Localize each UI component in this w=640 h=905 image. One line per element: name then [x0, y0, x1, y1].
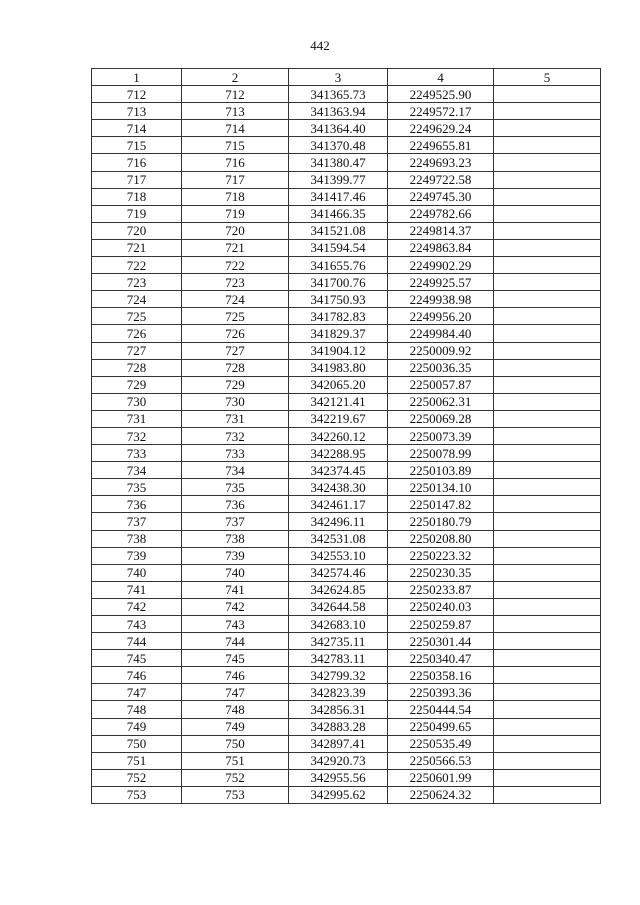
- table-row: [92, 171, 601, 188]
- table-cell: 2250062.31: [388, 393, 494, 410]
- table-cell: 725: [182, 308, 289, 325]
- table-cell: 737: [182, 513, 289, 530]
- table-cell: 730: [92, 393, 182, 410]
- table-row: [92, 616, 601, 633]
- table-cell: 342374.45: [289, 462, 388, 479]
- table-cell: 2249655.81: [388, 137, 494, 154]
- table-cell: 722: [92, 257, 182, 274]
- table-cell: 735: [182, 479, 289, 496]
- table-cell: 2249814.37: [388, 222, 494, 239]
- table-cell: [494, 547, 601, 564]
- table-cell: 2250036.35: [388, 359, 494, 376]
- table-cell: 341904.12: [289, 342, 388, 359]
- table-row: [92, 120, 601, 137]
- table-cell: 341750.93: [289, 291, 388, 308]
- table-row: [92, 496, 601, 513]
- column-header: 2: [182, 69, 289, 86]
- table-cell: [494, 86, 601, 103]
- table-row: [92, 701, 601, 718]
- table-cell: 2250073.39: [388, 427, 494, 444]
- table-row: [92, 103, 601, 120]
- table-cell: 740: [182, 564, 289, 581]
- table-cell: 2250009.92: [388, 342, 494, 359]
- table-row: [92, 786, 601, 803]
- table-cell: 2249863.84: [388, 239, 494, 256]
- table-body: [92, 86, 601, 804]
- table-row: [92, 581, 601, 598]
- table-cell: [494, 308, 601, 325]
- table-cell: 718: [182, 188, 289, 205]
- table-cell: 341417.46: [289, 188, 388, 205]
- table-row: [92, 718, 601, 735]
- table-cell: [494, 257, 601, 274]
- table-row: [92, 376, 601, 393]
- table-cell: 724: [182, 291, 289, 308]
- table-cell: 736: [92, 496, 182, 513]
- table-cell: 2250566.53: [388, 752, 494, 769]
- table-cell: [494, 188, 601, 205]
- table-cell: [494, 120, 601, 137]
- table-row: [92, 752, 601, 769]
- table-cell: 342461.17: [289, 496, 388, 513]
- table-cell: 2249902.29: [388, 257, 494, 274]
- table-cell: 715: [182, 137, 289, 154]
- table-cell: [494, 530, 601, 547]
- table-cell: [494, 718, 601, 735]
- table-cell: 749: [182, 718, 289, 735]
- table-cell: 732: [92, 427, 182, 444]
- table-cell: 2249525.90: [388, 86, 494, 103]
- table-cell: [494, 427, 601, 444]
- table-cell: 342219.67: [289, 410, 388, 427]
- table-cell: 728: [92, 359, 182, 376]
- table-cell: 2250444.54: [388, 701, 494, 718]
- table-cell: [494, 462, 601, 479]
- table-cell: 341594.54: [289, 239, 388, 256]
- table-cell: 741: [92, 581, 182, 598]
- table-cell: 730: [182, 393, 289, 410]
- table-cell: 713: [182, 103, 289, 120]
- table-cell: 341466.35: [289, 205, 388, 222]
- table-cell: [494, 581, 601, 598]
- table-cell: 752: [92, 769, 182, 786]
- table-cell: [494, 735, 601, 752]
- table-cell: 2250340.47: [388, 650, 494, 667]
- table-cell: 748: [92, 701, 182, 718]
- page-number: 442: [310, 38, 330, 53]
- table-cell: 742: [182, 598, 289, 615]
- table-cell: 735: [92, 479, 182, 496]
- table-cell: [494, 616, 601, 633]
- table-cell: 2250358.16: [388, 667, 494, 684]
- table-cell: 739: [92, 547, 182, 564]
- table-row: [92, 154, 601, 171]
- table-row: [92, 393, 601, 410]
- table-cell: [494, 513, 601, 530]
- table-cell: 731: [92, 410, 182, 427]
- table-cell: 2250103.89: [388, 462, 494, 479]
- table-cell: 716: [92, 154, 182, 171]
- table-cell: 728: [182, 359, 289, 376]
- table-cell: [494, 633, 601, 650]
- table-cell: 341364.40: [289, 120, 388, 137]
- table-cell: 342856.31: [289, 701, 388, 718]
- table-cell: [494, 291, 601, 308]
- table-row: [92, 274, 601, 291]
- table-cell: 751: [182, 752, 289, 769]
- table-cell: 720: [92, 222, 182, 239]
- table-cell: 719: [92, 205, 182, 222]
- table-cell: 737: [92, 513, 182, 530]
- table-row: [92, 342, 601, 359]
- table-cell: 720: [182, 222, 289, 239]
- table-cell: 723: [92, 274, 182, 291]
- table-cell: 716: [182, 154, 289, 171]
- table-cell: 725: [92, 308, 182, 325]
- table-cell: 2249693.23: [388, 154, 494, 171]
- table-cell: 342260.12: [289, 427, 388, 444]
- table-cell: [494, 103, 601, 120]
- table-cell: 2250230.35: [388, 564, 494, 581]
- table-cell: 341363.94: [289, 103, 388, 120]
- table-cell: 712: [92, 86, 182, 103]
- table-cell: 752: [182, 769, 289, 786]
- table-cell: 341521.08: [289, 222, 388, 239]
- table-cell: 342438.30: [289, 479, 388, 496]
- table-cell: 748: [182, 701, 289, 718]
- table-row: [92, 735, 601, 752]
- table-row: [92, 325, 601, 342]
- table-cell: 342496.11: [289, 513, 388, 530]
- table-cell: [494, 342, 601, 359]
- table-row: [92, 222, 601, 239]
- table-cell: [494, 752, 601, 769]
- table-cell: 719: [182, 205, 289, 222]
- table-header-row: [92, 69, 601, 86]
- table-cell: 341380.47: [289, 154, 388, 171]
- table-cell: 731: [182, 410, 289, 427]
- table-cell: 2250499.65: [388, 718, 494, 735]
- table-cell: 733: [182, 445, 289, 462]
- table-cell: 341370.48: [289, 137, 388, 154]
- table-row: [92, 769, 601, 786]
- table-cell: [494, 445, 601, 462]
- table-cell: [494, 154, 601, 171]
- table-cell: 712: [182, 86, 289, 103]
- table-cell: [494, 359, 601, 376]
- table-row: [92, 359, 601, 376]
- table-cell: 342920.73: [289, 752, 388, 769]
- table-cell: [494, 274, 601, 291]
- table-cell: 2250208.80: [388, 530, 494, 547]
- table-row: [92, 410, 601, 427]
- table-row: [92, 239, 601, 256]
- table-cell: 738: [182, 530, 289, 547]
- table-cell: 342574.46: [289, 564, 388, 581]
- table-cell: 341983.80: [289, 359, 388, 376]
- table-cell: [494, 684, 601, 701]
- table-row: [92, 564, 601, 581]
- table-cell: 342644.58: [289, 598, 388, 615]
- table-cell: 743: [92, 616, 182, 633]
- table-cell: 341655.76: [289, 257, 388, 274]
- table-row: [92, 513, 601, 530]
- table-cell: 2250601.99: [388, 769, 494, 786]
- table-cell: 2250223.32: [388, 547, 494, 564]
- table-row: [92, 205, 601, 222]
- table-cell: 753: [92, 786, 182, 803]
- table-cell: 342883.28: [289, 718, 388, 735]
- table-cell: 734: [92, 462, 182, 479]
- table-cell: 2250301.44: [388, 633, 494, 650]
- table-cell: 2249984.40: [388, 325, 494, 342]
- table-cell: 2249925.57: [388, 274, 494, 291]
- table-cell: 717: [92, 171, 182, 188]
- column-header: 3: [289, 69, 388, 86]
- table-cell: [494, 239, 601, 256]
- table-row: [92, 188, 601, 205]
- table-cell: 742: [92, 598, 182, 615]
- table-cell: 2249722.58: [388, 171, 494, 188]
- table-cell: 2250069.28: [388, 410, 494, 427]
- table-cell: 753: [182, 786, 289, 803]
- table-cell: 342065.20: [289, 376, 388, 393]
- table-cell: 726: [92, 325, 182, 342]
- table-cell: 2250233.87: [388, 581, 494, 598]
- table-cell: 714: [182, 120, 289, 137]
- table-row: [92, 667, 601, 684]
- table-cell: 729: [92, 376, 182, 393]
- table-row: [92, 86, 601, 103]
- table-cell: 722: [182, 257, 289, 274]
- table-cell: 732: [182, 427, 289, 444]
- table-row: [92, 427, 601, 444]
- table-cell: [494, 667, 601, 684]
- table-cell: 726: [182, 325, 289, 342]
- table-cell: 751: [92, 752, 182, 769]
- table-cell: [494, 171, 601, 188]
- table-cell: 729: [182, 376, 289, 393]
- table-cell: [494, 786, 601, 803]
- table-cell: 739: [182, 547, 289, 564]
- table-cell: 715: [92, 137, 182, 154]
- table-cell: 341700.76: [289, 274, 388, 291]
- table-cell: 744: [182, 633, 289, 650]
- table-row: [92, 137, 601, 154]
- table-cell: 746: [92, 667, 182, 684]
- table-cell: [494, 598, 601, 615]
- table-cell: 744: [92, 633, 182, 650]
- table-cell: 741: [182, 581, 289, 598]
- table-cell: 342897.41: [289, 735, 388, 752]
- table-cell: 721: [92, 239, 182, 256]
- table-row: [92, 633, 601, 650]
- table-cell: 2249629.24: [388, 120, 494, 137]
- table-cell: 746: [182, 667, 289, 684]
- table-cell: 2250180.79: [388, 513, 494, 530]
- table-cell: [494, 137, 601, 154]
- table-cell: 342995.62: [289, 786, 388, 803]
- table-cell: [494, 393, 601, 410]
- table-row: [92, 479, 601, 496]
- table-cell: 2249938.98: [388, 291, 494, 308]
- table-cell: 342624.85: [289, 581, 388, 598]
- table-cell: 747: [182, 684, 289, 701]
- table-row: [92, 291, 601, 308]
- table-row: [92, 445, 601, 462]
- column-header: 4: [388, 69, 494, 86]
- table-cell: 2250393.36: [388, 684, 494, 701]
- table-cell: 2249572.17: [388, 103, 494, 120]
- table-row: [92, 530, 601, 547]
- table-cell: 342683.10: [289, 616, 388, 633]
- coordinates-table: [91, 68, 601, 804]
- table-cell: 342553.10: [289, 547, 388, 564]
- table-cell: [494, 479, 601, 496]
- table-cell: 740: [92, 564, 182, 581]
- table-cell: 342799.32: [289, 667, 388, 684]
- table-cell: [494, 325, 601, 342]
- table-cell: 342121.41: [289, 393, 388, 410]
- table-cell: 2250535.49: [388, 735, 494, 752]
- table-cell: [494, 496, 601, 513]
- table-cell: [494, 410, 601, 427]
- table-cell: 341365.73: [289, 86, 388, 103]
- table-cell: 713: [92, 103, 182, 120]
- table-cell: 721: [182, 239, 289, 256]
- table-cell: 749: [92, 718, 182, 735]
- table-cell: 750: [182, 735, 289, 752]
- table-cell: 747: [92, 684, 182, 701]
- table-cell: 342531.08: [289, 530, 388, 547]
- table-cell: 2250147.82: [388, 496, 494, 513]
- table-cell: 2250624.32: [388, 786, 494, 803]
- table-cell: 714: [92, 120, 182, 137]
- table-row: [92, 547, 601, 564]
- table-cell: 2250259.87: [388, 616, 494, 633]
- table-row: [92, 598, 601, 615]
- table-cell: 341829.37: [289, 325, 388, 342]
- table-row: [92, 257, 601, 274]
- table-cell: 743: [182, 616, 289, 633]
- column-header: 5: [494, 69, 601, 86]
- table-cell: [494, 701, 601, 718]
- table-cell: [494, 564, 601, 581]
- table-cell: 724: [92, 291, 182, 308]
- table-cell: 2250057.87: [388, 376, 494, 393]
- table-cell: 2250078.99: [388, 445, 494, 462]
- table-cell: 745: [92, 650, 182, 667]
- table-cell: [494, 205, 601, 222]
- table-cell: 342735.11: [289, 633, 388, 650]
- table-cell: [494, 769, 601, 786]
- column-header: 1: [92, 69, 182, 86]
- table-cell: 736: [182, 496, 289, 513]
- table-cell: 2249956.20: [388, 308, 494, 325]
- table-cell: [494, 376, 601, 393]
- table-cell: 2250240.03: [388, 598, 494, 615]
- table-cell: 750: [92, 735, 182, 752]
- table-cell: [494, 222, 601, 239]
- table-cell: 341782.83: [289, 308, 388, 325]
- table-row: [92, 684, 601, 701]
- table-cell: [494, 650, 601, 667]
- table-cell: 2249782.66: [388, 205, 494, 222]
- table-cell: 718: [92, 188, 182, 205]
- table-cell: 717: [182, 171, 289, 188]
- table-cell: 727: [182, 342, 289, 359]
- table-cell: 745: [182, 650, 289, 667]
- table-row: [92, 308, 601, 325]
- table-cell: 342783.11: [289, 650, 388, 667]
- table-cell: 738: [92, 530, 182, 547]
- table-row: [92, 462, 601, 479]
- table-cell: 341399.77: [289, 171, 388, 188]
- table-cell: 342955.56: [289, 769, 388, 786]
- table-cell: 2250134.10: [388, 479, 494, 496]
- table-cell: 2249745.30: [388, 188, 494, 205]
- table-cell: 723: [182, 274, 289, 291]
- table-cell: 342288.95: [289, 445, 388, 462]
- table-cell: 734: [182, 462, 289, 479]
- table-cell: 727: [92, 342, 182, 359]
- table-cell: 342823.39: [289, 684, 388, 701]
- table-row: [92, 650, 601, 667]
- table-cell: 733: [92, 445, 182, 462]
